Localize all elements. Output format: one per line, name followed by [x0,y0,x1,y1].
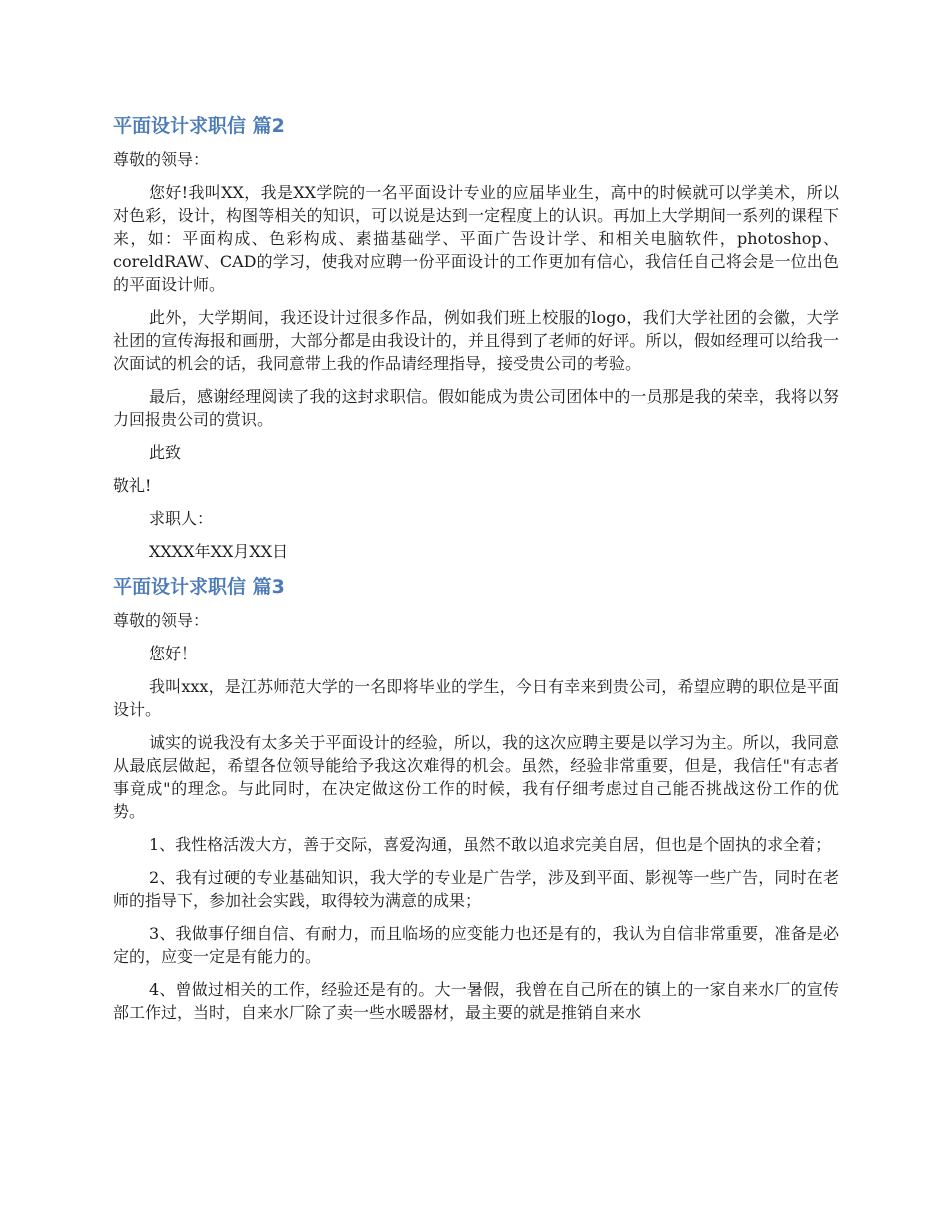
paragraph: 我叫xxx，是江苏师范大学的一名即将毕业的学生，今日有幸来到贵公司，希望应聘的职位是平面设计。 [113,677,839,719]
salutation: 尊敬的领导： [113,611,210,630]
list-paragraph: 2、我有过硬的专业基础知识，我大学的专业是广告学，涉及到平面、影视等一些广告，同时在老师的指导下，参加社会实践，取得较为满意的成果； [113,868,839,910]
section-heading-3: 平面设计求职信 篇3 [113,576,285,598]
list-paragraph: 1、我性格活泼大方，善于交际，喜爱沟通，虽然不敢以追求完美自居，但也是个固执的求全着； [149,835,832,854]
closing-line: 此致 [149,443,182,462]
salutation: 尊敬的领导： [113,150,210,169]
signer-line: 求职人： [149,509,214,528]
paragraph: 此外，大学期间，我还设计过很多作品，例如我们班上校服的logo，我们大学社团的会徽，大学社团的宣传海报和画册，大部分都是由我设计的，并且得到了老师的好评。所以，假如经理可以给我一次面试的机会的话，我同意带上我的作品请经理指导，接受贵公司的考验。 [113,308,839,373]
document-body [113,112,839,1034]
date-line: XXXX年XX月XX日 [149,542,289,561]
paragraph: 您好!我叫XX，我是XX学院的一名平面设计专业的应届毕业生，高中的时候就可以学美术，所以对色彩，设计，构图等相关的知识，可以说是达到一定程度上的认识。再加上大学期间一系列的课程下来，如：平面构成、色彩构成、素描基础学、平面广告设计学、和相关电脑软件，photoshop、coreldRAW、CAD的学习，使我对应聘一份平面设计的工作更加有信心，我信任自己将会是一位出色的平面设计师。 [113,183,839,294]
paragraph: 诚实的说我没有太多关于平面设计的经验，所以，我的这次应聘主要是以学习为主。所以，我同意从最底层做起，希望各位领导能给予我这次难得的机会。虽然，经验非常重要，但是，我信任"有志者事竟成"的理念。与此同时，在决定做这份工作的时候，我有仔细考虑过自己能否挑战这份工作的优势。 [113,733,839,821]
closing-salute: 敬礼! [113,476,152,495]
greeting-line: 您好！ [149,644,198,663]
section-heading-2: 平面设计求职信 篇2 [113,115,285,137]
list-paragraph: 3、我做事仔细自信、有耐力，而且临场的应变能力也还是有的，我认为自信非常重要，准备是必定的，应变一定是有能力的。 [113,924,839,966]
list-paragraph: 4、曾做过相关的工作，经验还是有的。大一暑假，我曾在自己所在的镇上的一家自来水厂的宣传部工作过，当时，自来水厂除了卖一些水暖器材，最主要的就是推销自来水 [113,980,839,1022]
paragraph: 最后，感谢经理阅读了我的这封求职信。假如能成为贵公司团体中的一员那是我的荣幸，我将以努力回报贵公司的赏识。 [113,387,839,429]
